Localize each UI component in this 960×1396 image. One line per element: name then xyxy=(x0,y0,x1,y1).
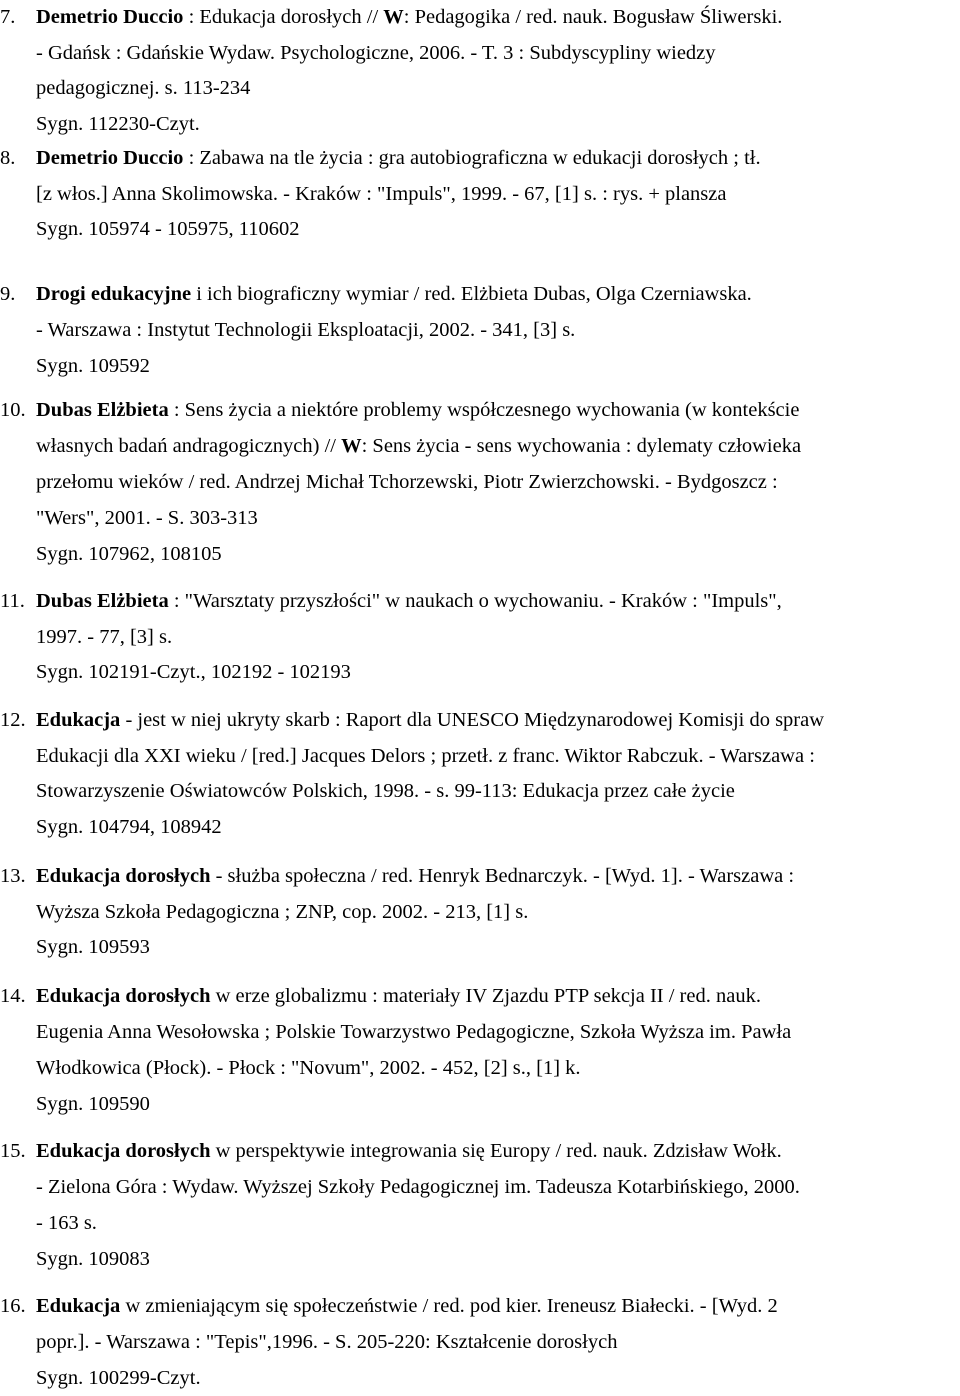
entry-segment: własnych badań andragogicznych) // xyxy=(36,435,342,457)
entry-line xyxy=(36,584,960,620)
entry-segment: : Sens życia a niektóre problemy współczesnego wychowania (w kontekście xyxy=(168,399,800,421)
entry-heading: Edukacja dorosłych xyxy=(36,865,211,887)
entry-line xyxy=(36,739,960,775)
entry-line xyxy=(36,859,960,895)
entry-segment: : Pedagogika / red. nauk. Bogusław Śliwerski. xyxy=(403,6,783,28)
entry-segment: Sygn. 112230-Czyt. xyxy=(36,112,200,135)
entry-segment: - jest w niej ukryty skarb : Raport dla UNESCO Międzynarodowej Komisji do spraw xyxy=(120,709,825,731)
entry-segment: - Gdańsk : Gdańskie Wydaw. Psychologiczne, 2006. - T. 3 : Subdyscypliny wiedzy xyxy=(36,41,716,64)
entry-segment: : Zabawa na tle życia : gra autobiograficzna w edukacji dorosłych ; tł. xyxy=(183,147,761,169)
entry-line xyxy=(36,107,960,143)
entry-line xyxy=(36,0,960,36)
entry-segment: Edukacji dla XXI wieku / [red.] Jacques Delors ; przetł. z franc. Wiktor Rabczuk. - Warszawa : xyxy=(36,744,815,767)
entry-segment: : "Warsztaty przyszłości" w naukach o wychowaniu. - Kraków : "Impuls", xyxy=(168,590,782,612)
entry-line xyxy=(36,464,960,500)
entry-segment: popr.]. - Warszawa : "Tepis",1996. - S. 205-220: Kształcenie dorosłych xyxy=(36,1331,618,1353)
entry-number: 10. xyxy=(0,399,26,421)
entry-line xyxy=(36,1133,960,1169)
entry-segment: Sygn. 109590 xyxy=(36,1093,150,1115)
entry-line xyxy=(36,1086,960,1122)
entry-text xyxy=(36,0,960,142)
entry-line xyxy=(36,276,960,312)
entry-heading: Demetrio Duccio xyxy=(36,6,184,28)
entry-segment: Sygn. 105974 - 105975, 110602 xyxy=(36,218,300,240)
entry-number: 13. xyxy=(0,865,26,887)
entry-line xyxy=(36,1014,960,1050)
entry-heading: Edukacja dorosłych xyxy=(36,1140,211,1162)
entry-line xyxy=(36,500,960,536)
entry-line xyxy=(36,1205,960,1241)
entry-heading: Dubas Elżbieta xyxy=(36,399,169,421)
entry-heading: Edukacja xyxy=(36,709,121,731)
entry-segment: Sygn. 109592 xyxy=(36,355,150,377)
entry-heading: W xyxy=(341,435,362,457)
entry-line xyxy=(36,1169,960,1205)
entry-number: 12. xyxy=(0,709,26,731)
entry-line xyxy=(36,71,960,107)
entry-line xyxy=(36,1050,960,1086)
entry-segment: 1997. - 77, [3] s. xyxy=(36,625,173,648)
entry-number: 7. xyxy=(0,6,16,28)
entry-line xyxy=(36,703,960,739)
entry-line xyxy=(36,36,960,72)
entry-heading: Edukacja dorosłych xyxy=(36,985,211,1007)
entry-line xyxy=(36,428,960,464)
entry-segment: Sygn. 109083 xyxy=(36,1248,150,1270)
entry-heading: Dubas Elżbieta xyxy=(36,590,169,612)
entry-segment: Sygn. 102191-Czyt., 102192 - 102193 xyxy=(36,661,351,683)
entry-text xyxy=(36,276,960,384)
entry-line xyxy=(36,141,960,177)
entry-segment: [z włos.] Anna Skolimowska. - Kraków : "Impuls", 1999. - 67, [1] s. : rys. + plansza xyxy=(36,182,727,205)
entry-line xyxy=(36,1241,960,1277)
entry-line xyxy=(36,930,960,966)
entry-segment: Włodkowica (Płock). - Płock : "Novum", 2002. - 452, [2] s., [1] k. xyxy=(36,1057,581,1079)
entry-text xyxy=(36,392,960,572)
entry-heading: Demetrio Duccio xyxy=(36,147,184,169)
entry-line xyxy=(36,312,960,348)
entry-text xyxy=(36,584,960,691)
entry-number: 11. xyxy=(0,590,25,612)
entry-line xyxy=(36,348,960,384)
entry-heading: Drogi edukacyjne xyxy=(36,283,192,305)
entry-segment: - Zielona Góra : Wydaw. Wyższej Szkoły Pedagogicznej im. Tadeusza Kotarbińskiego, 2000. xyxy=(36,1176,800,1198)
entry-line xyxy=(36,620,960,656)
entry-segment: Wyższa Szkoła Pedagogiczna ; ZNP, cop. 2002. - 213, [1] s. xyxy=(36,900,529,923)
entry-segment: Stowarzyszenie Oświatowców Polskich, 1998. - s. 99-113: Edukacja przez całe życie xyxy=(36,780,735,802)
entry-number: 16. xyxy=(0,1295,26,1317)
entry-number: 14. xyxy=(0,985,26,1007)
entry-line xyxy=(36,895,960,931)
entry-segment: Sygn. 107962, 108105 xyxy=(36,543,222,565)
entry-line xyxy=(36,774,960,810)
entry-heading: W xyxy=(383,6,404,28)
entry-segment: Sygn. 109593 xyxy=(36,936,150,958)
entry-line xyxy=(36,810,960,846)
entry-heading: Edukacja xyxy=(36,1295,121,1317)
entry-segment: : Edukacja dorosłych // xyxy=(183,6,384,28)
entry-line xyxy=(36,655,960,691)
entry-text xyxy=(36,1288,960,1396)
entry-number: 15. xyxy=(0,1140,26,1162)
entry-line xyxy=(36,1288,960,1324)
entry-line xyxy=(36,212,960,248)
entry-text xyxy=(36,703,960,845)
entry-line xyxy=(36,1324,960,1360)
entry-segment: : Sens życia - sens wychowania : dylematy człowieka xyxy=(361,435,802,457)
entry-line xyxy=(36,392,960,428)
entry-segment: i ich biograficzny wymiar / red. Elżbieta Dubas, Olga Czerniawska. xyxy=(191,283,752,305)
entry-text xyxy=(36,141,960,248)
entry-segment: - 163 s. xyxy=(36,1212,97,1234)
entry-segment: - służba społeczna / red. Henryk Bednarczyk. - [Wyd. 1]. - Warszawa : xyxy=(210,865,795,887)
entry-text xyxy=(36,978,960,1122)
entry-segment: pedagogicznej. s. 113-234 xyxy=(36,77,251,99)
entry-text xyxy=(36,1133,960,1277)
entry-number: 8. xyxy=(0,147,16,169)
entry-segment: w zmieniającym się społeczeństwie / red. pod kier. Ireneusz Białecki. - [Wyd. 2 xyxy=(120,1295,778,1317)
entry-segment: "Wers", 2001. - S. 303-313 xyxy=(36,507,258,529)
entry-segment: w erze globalizmu : materiały IV Zjazdu PTP sekcja II / red. nauk. xyxy=(210,985,761,1007)
entry-segment: - Warszawa : Instytut Technologii Eksploatacji, 2002. - 341, [3] s. xyxy=(36,319,576,341)
entry-segment: Eugenia Anna Wesołowska ; Polskie Towarzystwo Pedagogiczne, Szkoła Wyższa im. Pawła xyxy=(36,1021,792,1043)
entry-line xyxy=(36,978,960,1014)
entry-segment: przełomu wieków / red. Andrzej Michał Tchorzewski, Piotr Zwierzchowski. - Bydgoszcz : xyxy=(36,471,778,493)
entry-segment: w perspektywie integrowania się Europy / red. nauk. Zdzisław Wołk. xyxy=(210,1140,782,1162)
entry-line xyxy=(36,1360,960,1396)
entry-segment: Sygn. 104794, 108942 xyxy=(36,815,222,838)
entry-segment: Sygn. 100299-Czyt. xyxy=(36,1367,201,1389)
entry-line xyxy=(36,177,960,213)
entry-number: 9. xyxy=(0,283,16,305)
entry-text xyxy=(36,859,960,966)
entry-line xyxy=(36,536,960,572)
